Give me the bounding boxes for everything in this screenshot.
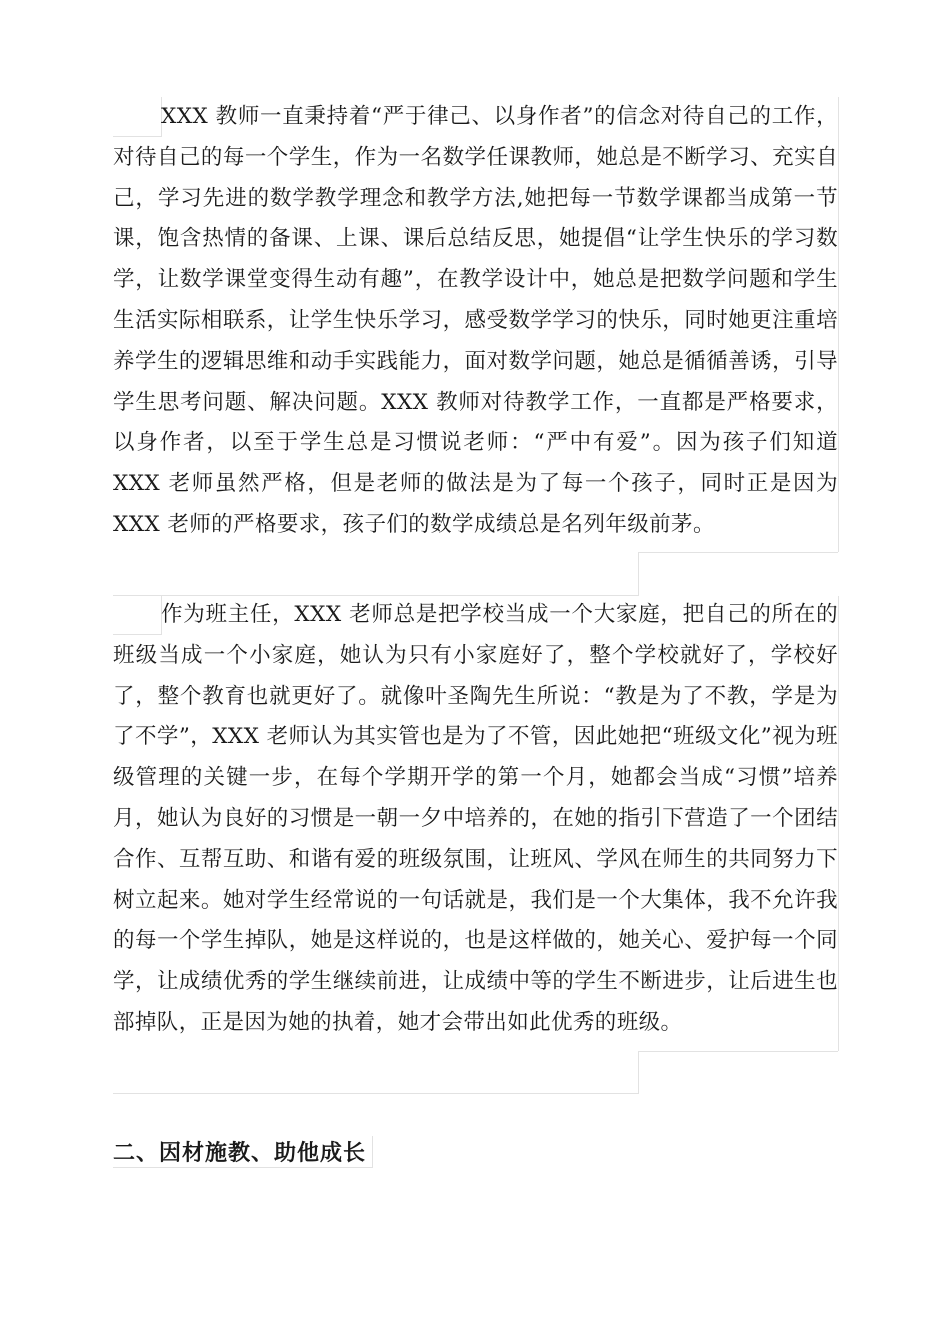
frame-line bbox=[638, 552, 639, 595]
frame-line bbox=[638, 552, 838, 553]
frame-line bbox=[638, 1051, 838, 1052]
section-heading: 二、因材施教、助他成长 bbox=[113, 1136, 373, 1168]
frame-line bbox=[838, 596, 839, 1051]
frame-line bbox=[838, 97, 839, 552]
body-paragraph-1: XXX 教师一直秉持着“严于律己、以身作者”的信念对待自己的工作，对待自己的每一个学生，作为一名数学任课教师，她总是不断学习、充实自己，学习先进的数学教学理念和教学方法,她把每一节数学课都当成第一节课，饱含热情的备课、上课、课后总结反思，她提倡“让学生快乐的学习数学，让数学课堂变得生动有趣”，在教学设计中，她总是把数学问题和学生生活实际相联系，让学生快乐学习，感受数学学习的快乐，同时她更注重培养学生的逻辑思维和动手实践能力，面对数学问题，她总是循循善诱，引导学生思考问题、解决问题。XXX 教师对待教学工作，一直都是严格要求，以身作者，以至于学生总是习惯说老师：“严中有爱”。因为孩子们知道 XXX 老师虽然严格，但是老师的做法是为了每一个孩子，同时正是因为 XXX 老师的严格要求，孩子们的数学成绩总是名列年级前茅。 bbox=[113, 104, 838, 537]
frame-line bbox=[113, 1093, 639, 1094]
body-paragraph-2: 作为班主任，XXX 老师总是把学校当成一个大家庭，把自己的所在的班级当成一个小家庭，她认为只有小家庭好了，整个学校就好了，学校好了，整个教育也就更好了。就像叶圣陶先生所说：“教是为了不教，学是为了不学”，XXX 老师认为其实管也是为了不管，因此她把“班级文化”视为班级管理的关键一步，在每个学期开学的第一个月，她都会当成“习惯”培养月，她认为良好的习惯是一朝一夕中培养的，在她的指引下营造了一个团结合作、互帮互助、和谐有爱的班级氛围，让班风、学风在师生的共同努力下树立起来。她对学生经常说的一句话就是，我们是一个大集体，我不允许我的每一个学生掉队，她是这样说的，也是这样做的，她关心、爱护每一个同学，让成绩优秀的学生继续前进，让成绩中等的学生不断进步，让后进生也部掉队，正是因为她的执着，她才会带出如此优秀的班级。 bbox=[113, 602, 838, 1035]
frame-line bbox=[638, 1051, 639, 1093]
